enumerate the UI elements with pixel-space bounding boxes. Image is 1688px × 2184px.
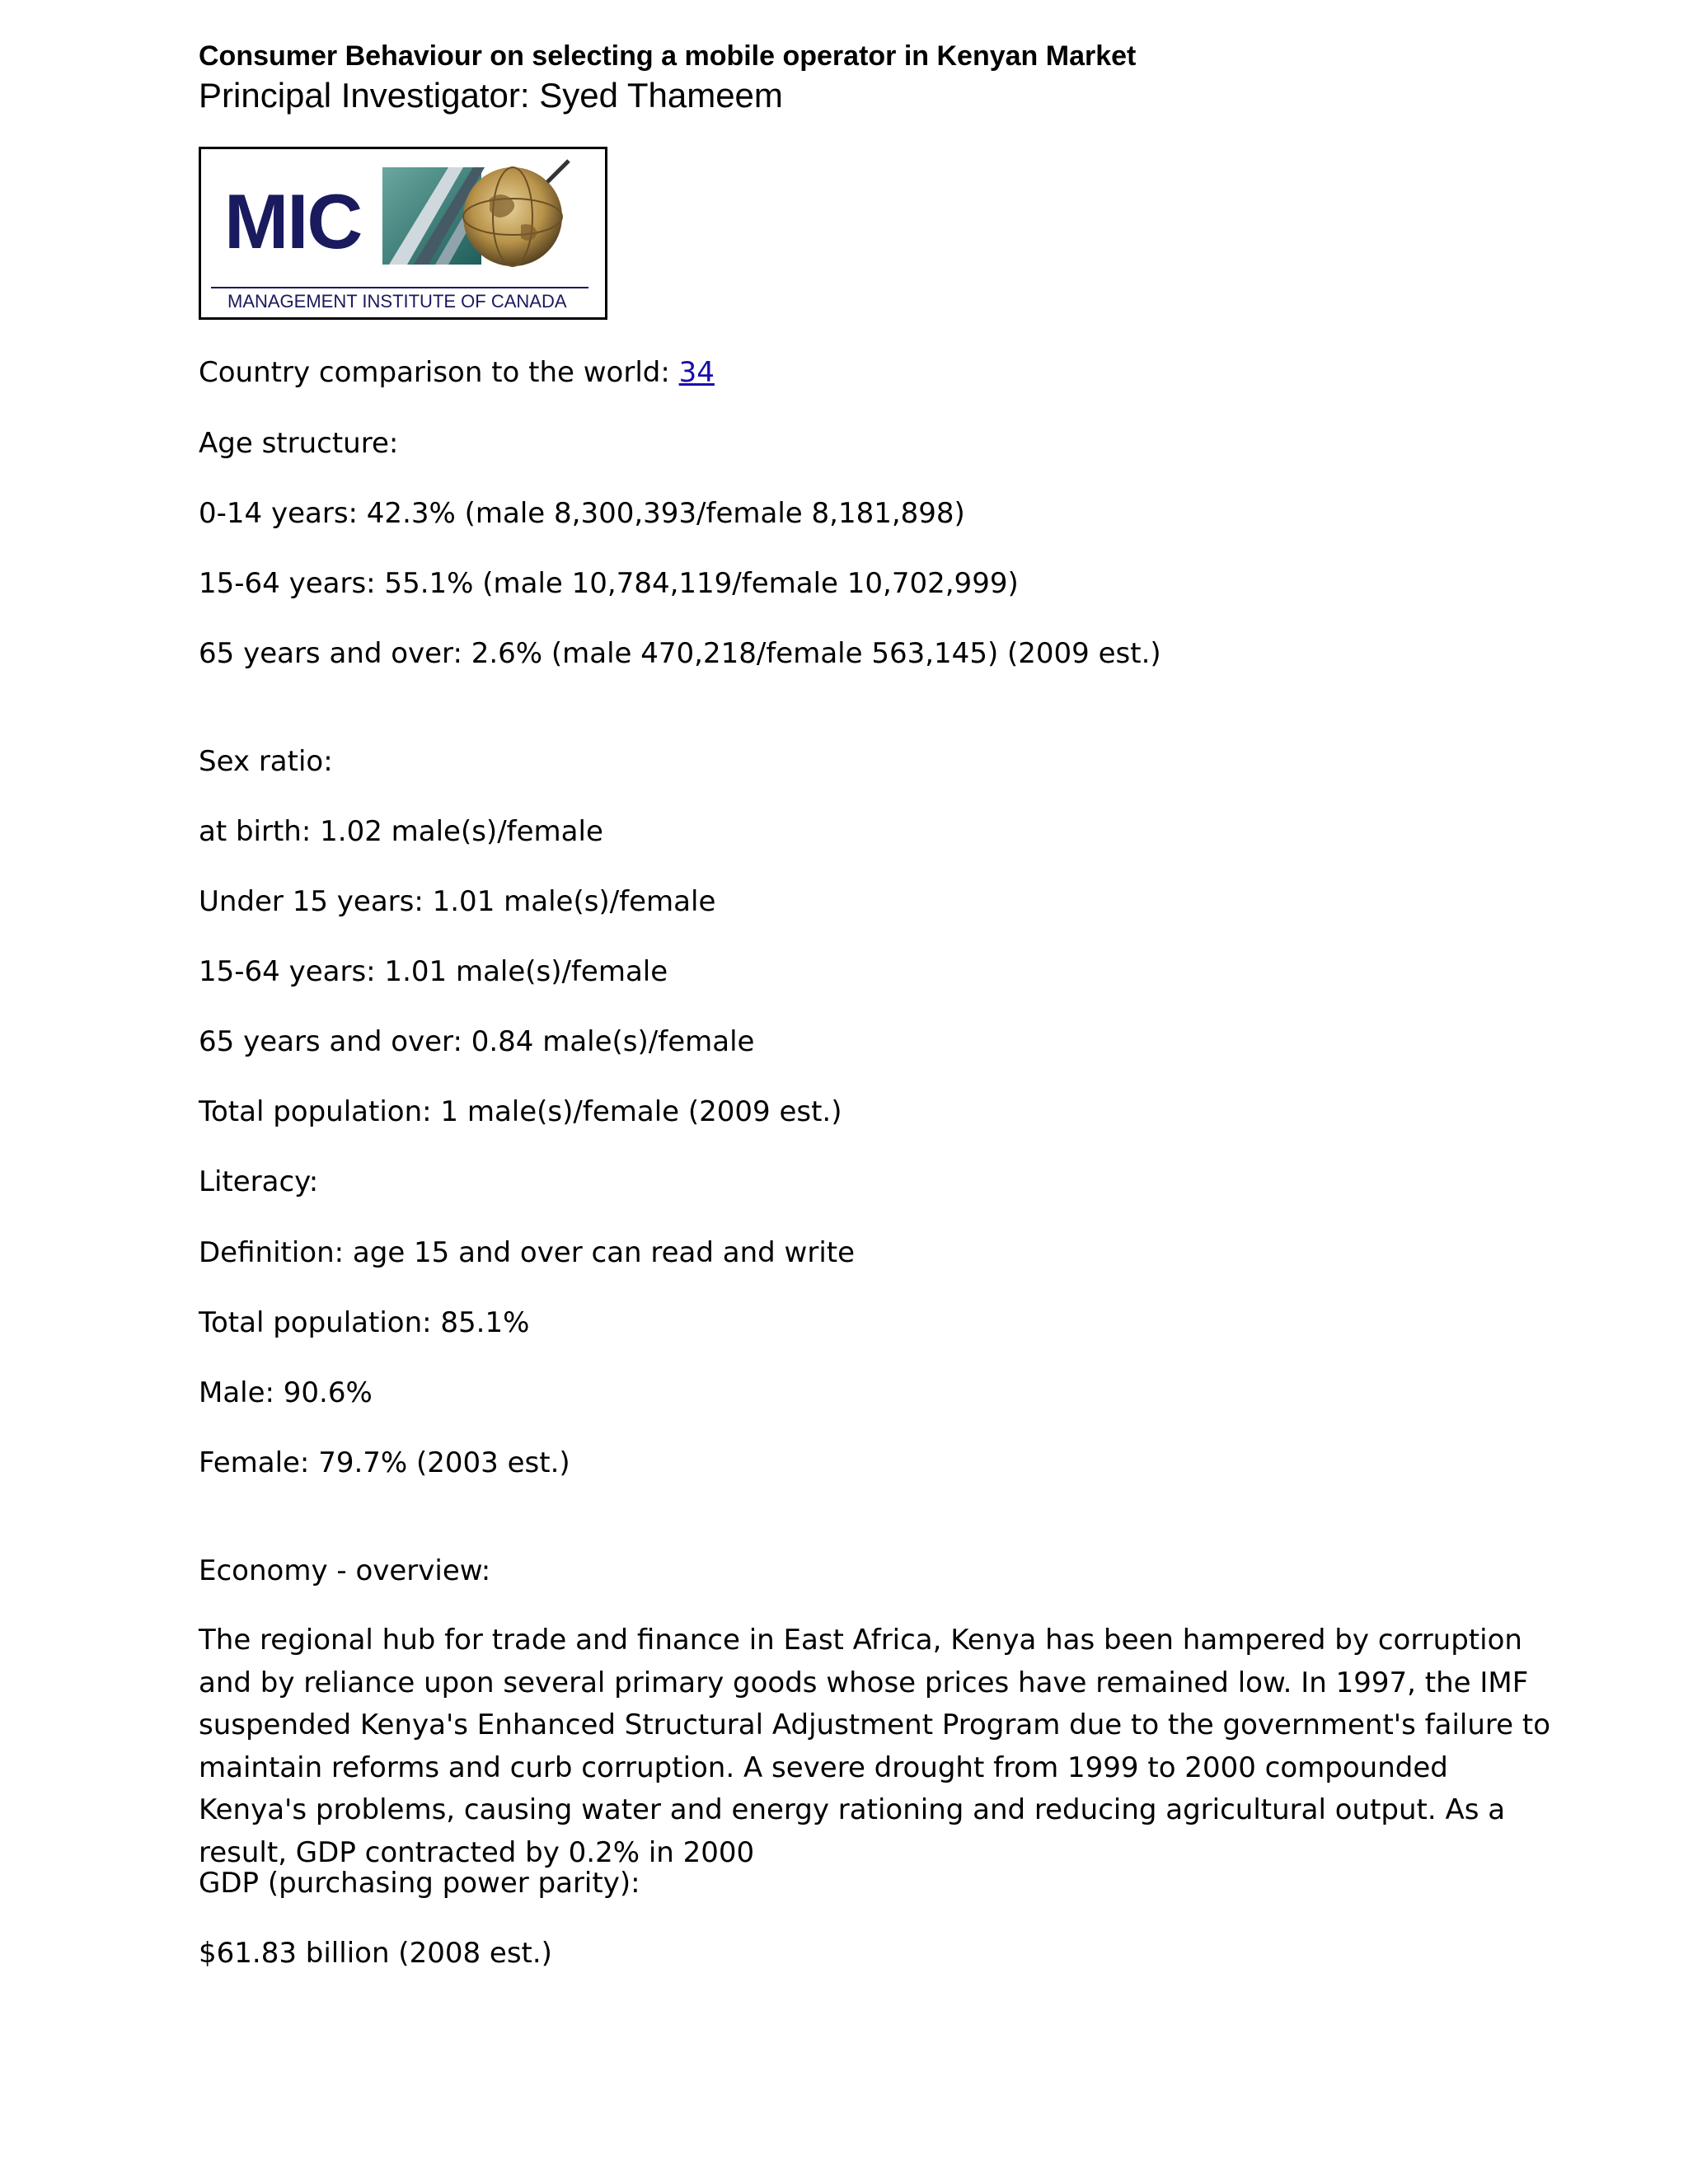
literacy-male: Male: 90.6% [199,1376,373,1409]
sex-ratio-total: Total population: 1 male(s)/female (2009 est.) [199,1095,842,1128]
age-line-65-over: 65 years and over: 2.6% (male 470,218/female 563,145) (2009 est.) [199,637,1161,670]
gdp-heading: GDP (purchasing power parity): [199,1867,640,1900]
literacy-definition: Definition: age 15 and over can read and write [199,1236,856,1269]
literacy-female: Female: 79.7% (2003 est.) [199,1446,570,1479]
sex-ratio-65-over: 65 years and over: 0.84 male(s)/female [199,1025,755,1058]
economy-heading: Economy - overview: [199,1554,491,1587]
document-title: Consumer Behaviour on selecting a mobile operator in Kenyan Market [199,40,1137,72]
age-structure-heading: Age structure: [199,427,399,460]
principal-investigator: Principal Investigator: Syed Thameem [199,76,783,115]
sex-ratio-under-15: Under 15 years: 1.01 male(s)/female [199,885,716,918]
country-comparison [199,351,715,394]
sex-ratio-15-64: 15-64 years: 1.01 male(s)/female [199,955,668,988]
sex-ratio-birth: at birth: 1.02 male(s)/female [199,815,603,848]
mic-logo [199,147,607,320]
sex-ratio-heading: Sex ratio: [199,745,333,778]
logo-name: MANAGEMENT INSTITUTE OF CANADA [227,291,567,312]
economy-paragraph: The regional hub for trade and finance in East Africa, Kenya has been hampered by corruption and by reliance upon several primary goods whose prices have remained low. In 1997, the IMF suspended Kenya's Enhanced Structural Adjustment Program due to the government's failure to maintain reforms and curb corruption. A severe drought from 1999 to 2000 compounded Kenya's problems, causing water and energy rationing and reducing agricultural output. As a result, GDP contracted by 0.2% in 2000 [199,1624,1551,1869]
comparison-label: Country comparison to the world: [199,356,679,389]
literacy-total: Total population: 85.1% [199,1306,530,1339]
logo-abbr: MIC [224,178,362,265]
mic-logo-graphic [201,149,605,317]
age-line-15-64: 15-64 years: 55.1% (male 10,784,119/female 10,702,999) [199,567,1019,600]
literacy-heading: Literacy: [199,1165,319,1198]
age-line-0-14: 0-14 years: 42.3% (male 8,300,393/female 8,181,898) [199,497,965,530]
comparison-rank-link[interactable]: 34 [678,356,715,389]
gdp-value: $61.83 billion (2008 est.) [199,1937,552,1970]
